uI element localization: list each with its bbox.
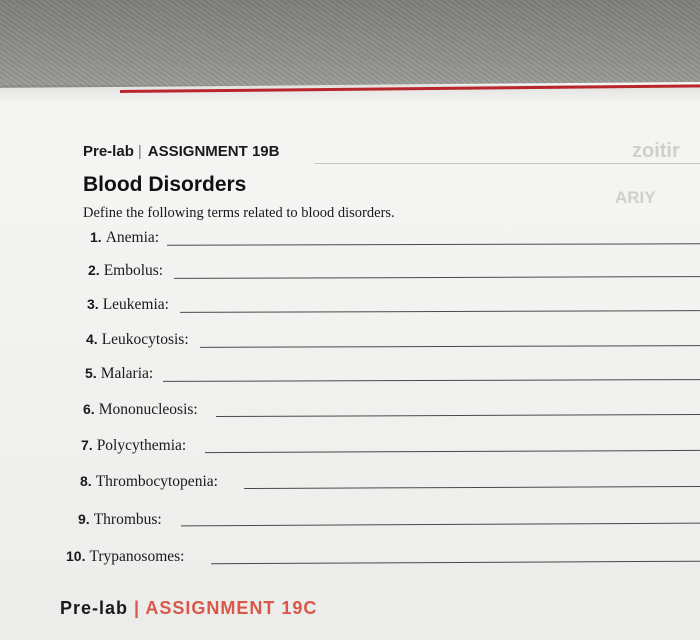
bleed-through-text: zoitir (632, 140, 680, 162)
term-item-anemia (90, 229, 159, 247)
term-item-trypanosomes (66, 548, 185, 566)
term-number: 10. (66, 548, 86, 564)
next-assignment-header: Pre-lab | ASSIGNMENT 19C (60, 598, 318, 618)
term-label: Thrombus: (93, 511, 162, 528)
term-item-embolus (88, 262, 163, 280)
term-label: Anemia: (105, 229, 160, 246)
term-number: 6. (83, 401, 95, 417)
instructions: Define the following terms related to blood disorders. (83, 205, 395, 221)
term-number: 9. (78, 511, 90, 527)
term-number: 2. (88, 262, 100, 278)
term-label: Leukemia: (102, 296, 169, 313)
term-item-malaria (85, 365, 153, 383)
header-separator: | (137, 143, 142, 160)
term-number: 1. (90, 229, 102, 245)
assignment-number: ASSIGNMENT 19C (145, 598, 318, 618)
term-label: Leukocytosis: (101, 331, 189, 348)
term-item-thrombus (78, 511, 162, 529)
header-rule (314, 163, 700, 164)
term-label: Thrombocytopenia: (95, 473, 218, 490)
page-title: Blood Disorders (83, 173, 247, 196)
assignment-number: ASSIGNMENT 19B (147, 143, 280, 160)
term-label: Malaria: (100, 365, 154, 382)
term-label: Embolus: (103, 262, 164, 279)
term-item-leukemia (87, 296, 169, 314)
term-number: 5. (85, 365, 97, 381)
prelab-label: Pre-lab (60, 598, 129, 618)
term-label: Mononucleosis: (98, 401, 198, 418)
prelab-label: Pre-lab (83, 143, 134, 160)
term-item-polycythemia (81, 437, 186, 455)
assignment-header (83, 143, 279, 160)
bleed-through-text: ARIY (615, 188, 656, 207)
term-number: 4. (86, 331, 98, 347)
term-label: Polycythemia: (96, 437, 187, 454)
term-number: 3. (87, 296, 99, 312)
term-number: 8. (80, 473, 92, 489)
term-item-thrombocytopenia (80, 473, 218, 491)
term-item-mononucleosis (83, 401, 198, 419)
term-label: Trypanosomes: (89, 548, 185, 565)
term-number: 7. (81, 437, 93, 453)
term-item-leukocytosis (86, 331, 189, 349)
